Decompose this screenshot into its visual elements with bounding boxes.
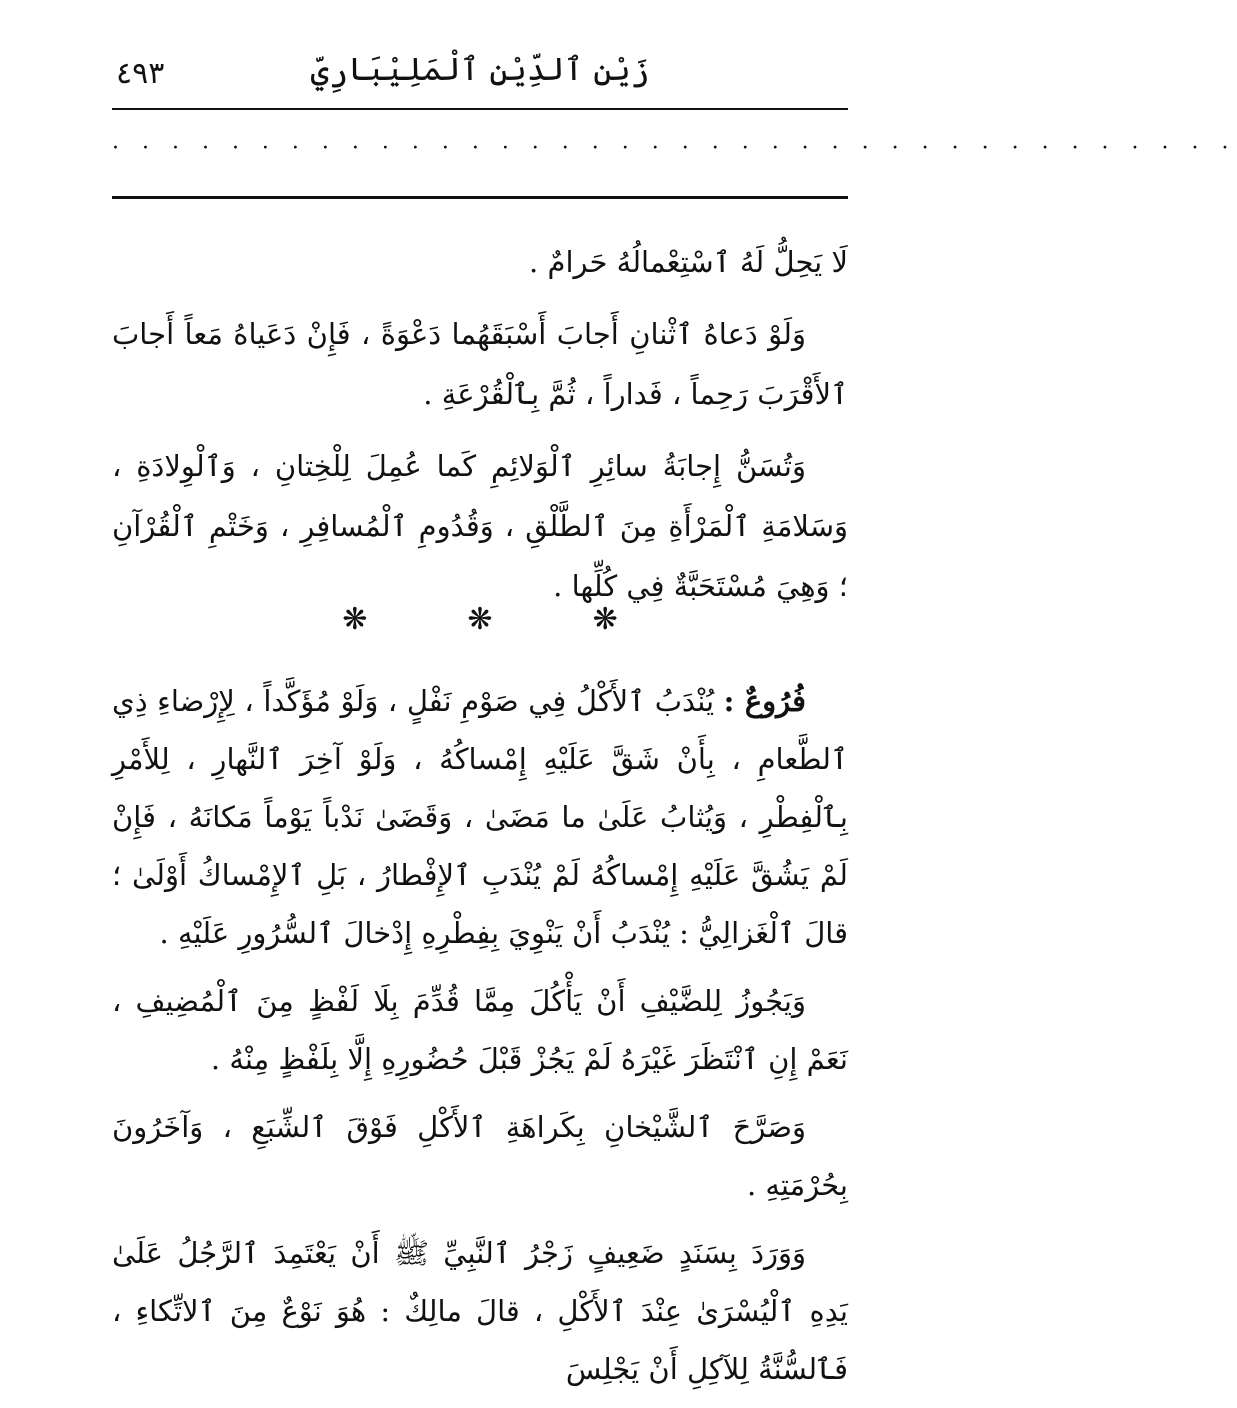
running-title: زَيْن ٱلدِّيْنِ ٱلْمَلِيْبَارِيّ [310, 50, 650, 88]
divider-star-icon: ❋ [467, 602, 493, 637]
paragraph-2: وَلَوْ دَعاهُ ٱثْنانِ أَجابَ أَسْبَقَهُما دَعْوَةً ، فَإِنْ دَعَياهُ مَعاً أَجابَ ٱلأَقْرَبَ رَحِماً ، فَداراً ، ثُمَّ بِٱلْقُرْعَةِ . [112, 317, 848, 411]
page-number: ٤٩٣ [116, 56, 165, 91]
section-furu [112, 672, 848, 1408]
section-divider [112, 602, 848, 637]
page-header [112, 50, 848, 100]
header-rule [112, 108, 848, 110]
divider-star-icon: ❋ [342, 602, 368, 637]
furu-paragraph-1-text: يُنْدَبُ ٱلأَكْلُ فِي صَوْمِ نَفْلٍ ، وَلَوْ مُؤَكَّداً ، لِإِرْضاءِ ذِي ٱلطَّعامِ ، بِأَنْ شَقَّ عَلَيْهِ إِمْساكُهُ ، وَلَوْ آخِرَ ٱلنَّهارِ ، لِلأَمْرِ بِٱلْفِطْرِ ، وَيُثابُ عَلَىٰ ما مَضَىٰ ، وَقَضَىٰ نَدْباً يَوْماً مَكانَهُ ، فَإِنْ لَمْ يَشُقَّ عَلَيْهِ إِمْساكُهُ لَمْ يُنْدَبِ ٱلإِفْطارُ ، بَلِ ٱلإِمْساكُ أَوْلَىٰ ؛ قالَ ٱلْغَزالِيُّ : يُنْدَبُ أَنْ يَنْوِيَ بِفِطْرِهِ إِدْخالَ ٱلسُّرُورِ عَلَيْهِ . [112, 684, 848, 950]
section-continuation [112, 232, 848, 628]
divider-star-icon: ❋ [592, 602, 618, 637]
paragraph-1: لَا يَحِلُّ لَهُ ٱسْتِعْمالُهُ حَرامٌ . [529, 245, 848, 279]
paragraph-3: وَتُسَنُّ إِجابَةُ سائِرِ ٱلْوَلائِمِ كَما عُمِلَ لِلْخِتانِ ، وَٱلْوِلادَةِ ، وَسَلامَةِ ٱلْمَرْأَةِ مِنَ ٱلطَّلْقِ ، وَقُدُومِ ٱلْمُسافِرِ ، وَخَتْمِ ٱلْقُرْآنِ ؛ وَهِيَ مُسْتَحَبَّةٌ فِي كُلِّها . [112, 449, 848, 603]
dotted-separator: · · · · · · · · · · · · · · · · · · · · · · · · · · · · · · · · · · · · · · [112, 136, 1237, 161]
footnote-rule [112, 196, 848, 199]
furu-paragraph-1 [112, 672, 848, 962]
furu-paragraph-4: وَوَرَدَ بِسَنَدٍ ضَعِيفٍ زَجْرُ ٱلنَّبِيِّ ﷺ أَنْ يَعْتَمِدَ ٱلرَّجُلُ عَلَىٰ يَدِهِ ٱلْيُسْرَىٰ عِنْدَ ٱلأَكْلِ ، قالَ مالِكٌ : هُوَ نَوْعٌ مِنَ ٱلاتِّكاءِ ، فَٱلسُّنَّةُ لِلآكِلِ أَنْ يَجْلِسَ [112, 1236, 848, 1386]
furu-paragraph-2: وَيَجُوزُ لِلضَّيْفِ أَنْ يَأْكُلَ مِمَّا قُدِّمَ بِلَا لَفْظٍ مِنَ ٱلْمُضِيفِ ، نَعَمْ إِنِ ٱنْتَظَرَ غَيْرَهُ لَمْ يَجُزْ قَبْلَ حُضُورِهِ إِلَّا بِلَفْظٍ مِنْهُ . [112, 984, 848, 1076]
furu-paragraph-3: وَصَرَّحَ ٱلشَّيْخانِ بِكَراهَةِ ٱلأَكْلِ فَوْقَ ٱلشِّبَعِ ، وَآخَرُونَ بِحُرْمَتِهِ . [112, 1110, 848, 1202]
section-heading: فُرُوعٌ : [723, 684, 806, 718]
